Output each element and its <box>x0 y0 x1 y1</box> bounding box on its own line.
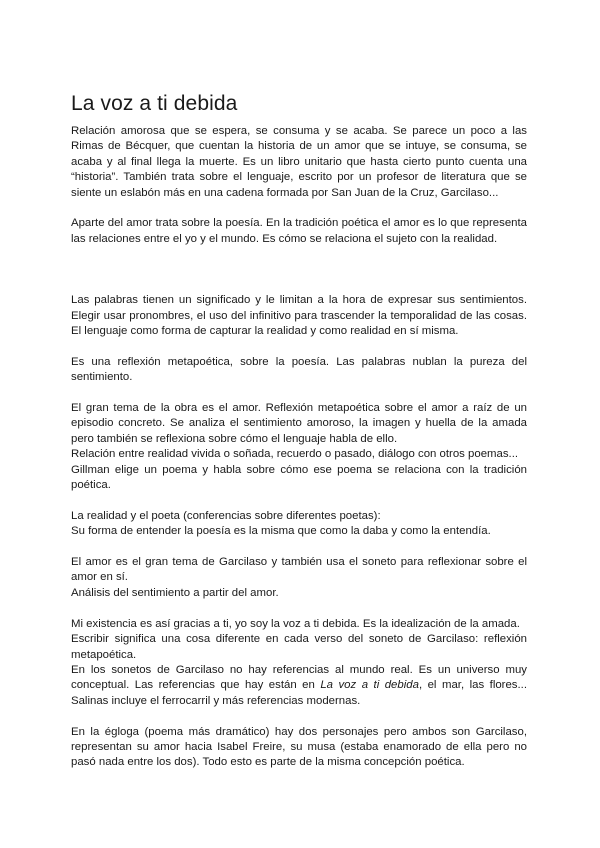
paragraph-reflexion-metapoetica: Es una reflexión metapoética, sobre la poesía. Las palabras nublan la pureza del sentimiento. <box>71 355 527 384</box>
text-sonetos-end: , el mar, las flores... Salinas incluye el ferrocarril y más referencias modernas. <box>71 679 527 707</box>
paragraph-relacion-amorosa: Relación amorosa que se espera, se consuma y se acaba. Se parece un poco a las Rimas de Bécquer, que cuentan la historia de un amor que se intuye, se consuma, se acaba y al final llega la muerte. Es un libro unitario que hasta cierto punto cuenta una “historia”. También trata sobre el lenguaje, escrito por un profesor de literatura que se siente un eslabón más en una cadena formada por San Juan de la Cruz, Garcilaso... <box>71 125 527 199</box>
line-analisis: Análisis del sentimiento a partir del amor. <box>71 586 279 599</box>
paragraph-egloga: En la égloga (poema más dramático) hay dos personajes pero ambos son Garcilaso, representan su amor hacia Isabel Freire, su musa (estaba enamorado de ella pero no pasó nada entre los dos). Todo esto es parte de la misma concepción poética. <box>71 725 527 769</box>
line-forma-entender: Su forma de entender la poesía es la misma que como la daba y como la entendía. <box>71 525 491 538</box>
paragraph-aparte-del-amor: Aparte del amor trata sobre la poesía. En la tradición poética el amor es lo que representa las relaciones entre el yo y el mundo. Es cómo se relaciona el sujeto con la realidad. <box>71 217 527 245</box>
document-title: La voz a ti debida <box>71 92 238 115</box>
line-mi-existencia: Mi existencia es así gracias a ti, yo soy la voz a ti debida. Es la idealización de la amada. <box>71 617 520 630</box>
paragraph-gran-tema <box>71 401 527 493</box>
book-title-italic: La voz a ti debida <box>320 679 419 692</box>
line-gran-tema: El gran tema de la obra es el amor. Reflexión metapoética sobre el amor a raíz de un episodio concreto. Se analiza el sentimiento amoroso, la imagen y huella de la amada pero también se reflexiona sobre cómo el lenguaje habla de ello. <box>71 402 527 445</box>
line-relacion-realidad: Relación entre realidad vivida o soñada, recuerdo o pasado, diálogo con otros poemas... <box>71 448 519 461</box>
line-gillman: Gillman elige un poema y habla sobre cómo ese poema se relaciona con la tradición poética. <box>71 463 527 492</box>
line-realidad-poeta: La realidad y el poeta (conferencias sobre diferentes poetas): <box>71 509 381 522</box>
paragraph-mi-existencia <box>71 617 527 709</box>
paragraph-realidad-poeta <box>71 509 527 540</box>
line-amor-garcilaso: El amor es el gran tema de Garcilaso y también usa el soneto para reflexionar sobre el amor en sí. <box>71 556 527 584</box>
document-body <box>71 124 527 786</box>
paragraph-garcilaso-amor <box>71 555 527 601</box>
line-escribir: Escribir significa una cosa diferente en cada verso del soneto de Garcilaso: reflexión metapoética. <box>71 633 527 661</box>
text-sonetos-start: En los sonetos de Garcilaso no hay referencias al mundo real. Es un universo muy conceptual. Las referencias que hay están en <box>71 663 527 692</box>
line-sonetos <box>71 663 527 709</box>
paragraph-las-palabras: Las palabras tienen un significado y le limitan a la hora de expresar sus sentimientos. Elegir usar pronombres, el uso del infinitivo para trascender la temporalidad de las cosas. El lenguaje como forma de capturar la realidad y como realidad en sí misma. <box>71 294 527 338</box>
